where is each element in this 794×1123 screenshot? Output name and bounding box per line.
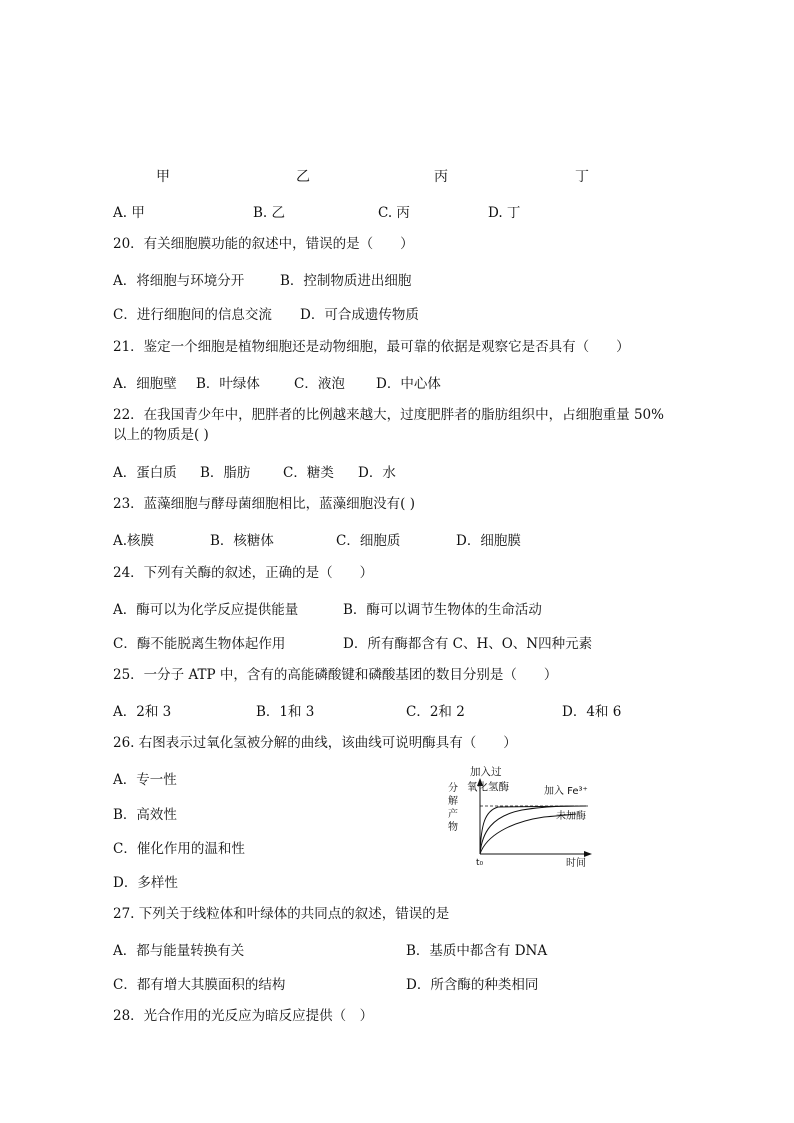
figure-label-yi: 乙 <box>296 169 310 185</box>
q24-option-d: D．所有酶都含有 C、H、O、N四种元素 <box>343 636 593 652</box>
q23-option-c: C．细胞质 <box>336 533 401 549</box>
q28-stem: 28．光合作用的光反应为暗反应提供（ ） <box>113 1008 374 1024</box>
q20-option-b: B．控制物质进出细胞 <box>280 273 412 289</box>
q25-option-c: C．2和 2 <box>406 704 465 720</box>
q24-option-a: A．酶可以为化学反应提供能量 <box>113 602 299 618</box>
q27-option-d: D．所含酶的种类相同 <box>406 977 539 993</box>
x-mark-t0: t₀ <box>476 858 484 868</box>
q26-option-c: C．催化作用的温和性 <box>113 841 245 857</box>
q22-option-b: B．脂肪 <box>200 465 251 481</box>
q22-option-d: D．水 <box>358 465 396 481</box>
x-axis-label: 时间 <box>566 858 586 868</box>
q26-stem: 26. 右图表示过氧化氢被分解的曲线，该曲线可说明酶具有（ ） <box>113 735 517 751</box>
q21-option-b: B．叶绿体 <box>196 376 260 392</box>
q21-option-a: A．细胞壁 <box>113 376 177 392</box>
figure-label-bing: 丙 <box>434 169 448 185</box>
enzyme-label-line2: 氧化氢酶 <box>467 781 509 793</box>
q23-option-d: D．细胞膜 <box>456 533 521 549</box>
q19-option-a: A. 甲 <box>113 205 145 221</box>
q26-option-a: A．专一性 <box>113 772 177 788</box>
q19-option-c: C. 丙 <box>378 205 410 221</box>
enzyme-label-line1: 加入过 <box>470 766 502 778</box>
q20-option-d: D．可合成遗传物质 <box>300 307 419 323</box>
q24-option-c: C．酶不能脱离生物体起作用 <box>113 636 286 652</box>
figure-label-ding: 丁 <box>575 169 589 185</box>
y-label-char-1: 分 <box>448 783 458 794</box>
y-label-char-3: 产 <box>448 809 458 820</box>
q19-option-d: D. 丁 <box>488 205 521 221</box>
q20-option-c: C．进行细胞间的信息交流 <box>113 307 272 323</box>
q23-option-b: B．核糖体 <box>210 533 274 549</box>
q21-option-d: D．中心体 <box>376 376 441 392</box>
q25-option-d: D．4和 6 <box>562 704 622 720</box>
q23-option-a: A.核膜 <box>113 533 155 549</box>
series-label-no-enzyme: 未加酶 <box>556 811 586 822</box>
q20-stem: 20．有关细胞膜功能的叙述中，错误的是（ ） <box>113 236 414 252</box>
q21-option-c: C．液泡 <box>294 376 345 392</box>
q26-option-b: B．高效性 <box>113 807 177 823</box>
q22-stem-line1: 22．在我国青少年中，肥胖者的比例越来越大，过度肥胖者的脂肪组织中，占细胞重量 50% <box>113 407 664 423</box>
y-label-char-2: 解 <box>448 796 458 807</box>
q23-stem: 23．蓝藻细胞与酵母菌细胞相比，蓝藻细胞没有( ) <box>113 496 416 512</box>
enzyme-decomposition-chart <box>440 764 600 868</box>
q27-option-c: C．都有增大其膜面积的结构 <box>113 977 286 993</box>
q19-option-b: B. 乙 <box>253 205 286 221</box>
q21-stem: 21．鉴定一个细胞是植物细胞还是动物细胞，最可靠的依据是观察它是否具有（ ） <box>113 339 630 355</box>
q24-option-b: B．酶可以调节生物体的生命活动 <box>343 602 542 618</box>
q27-option-a: A．都与能量转换有关 <box>113 943 245 959</box>
q25-option-b: B．1和 3 <box>256 704 315 720</box>
figure-label-jia: 甲 <box>156 169 170 185</box>
x-axis-arrow <box>584 851 592 857</box>
q20-option-a: A．将细胞与环境分开 <box>113 273 245 289</box>
q22-option-a: A．蛋白质 <box>113 465 177 481</box>
q22-option-c: C．糖类 <box>283 465 334 481</box>
q27-option-b: B．基质中都含有 DNA <box>406 943 548 959</box>
q27-stem: 27. 下列关于线粒体和叶绿体的共同点的叙述，错误的是 <box>113 906 450 922</box>
series-label-fe3: 加入 Fe³⁺ <box>544 786 588 797</box>
y-label-char-4: 物 <box>448 822 458 833</box>
q25-option-a: A．2和 3 <box>113 704 172 720</box>
q25-stem: 25．一分子 ATP 中，含有的高能磷酸键和磷酸基团的数目分别是（ ） <box>113 667 558 683</box>
q22-stem-line2: 以上的物质是( ) <box>113 427 209 443</box>
q26-option-d: D．多样性 <box>113 875 178 891</box>
q24-stem: 24．下列有关酶的叙述，正确的是（ ） <box>113 565 374 581</box>
